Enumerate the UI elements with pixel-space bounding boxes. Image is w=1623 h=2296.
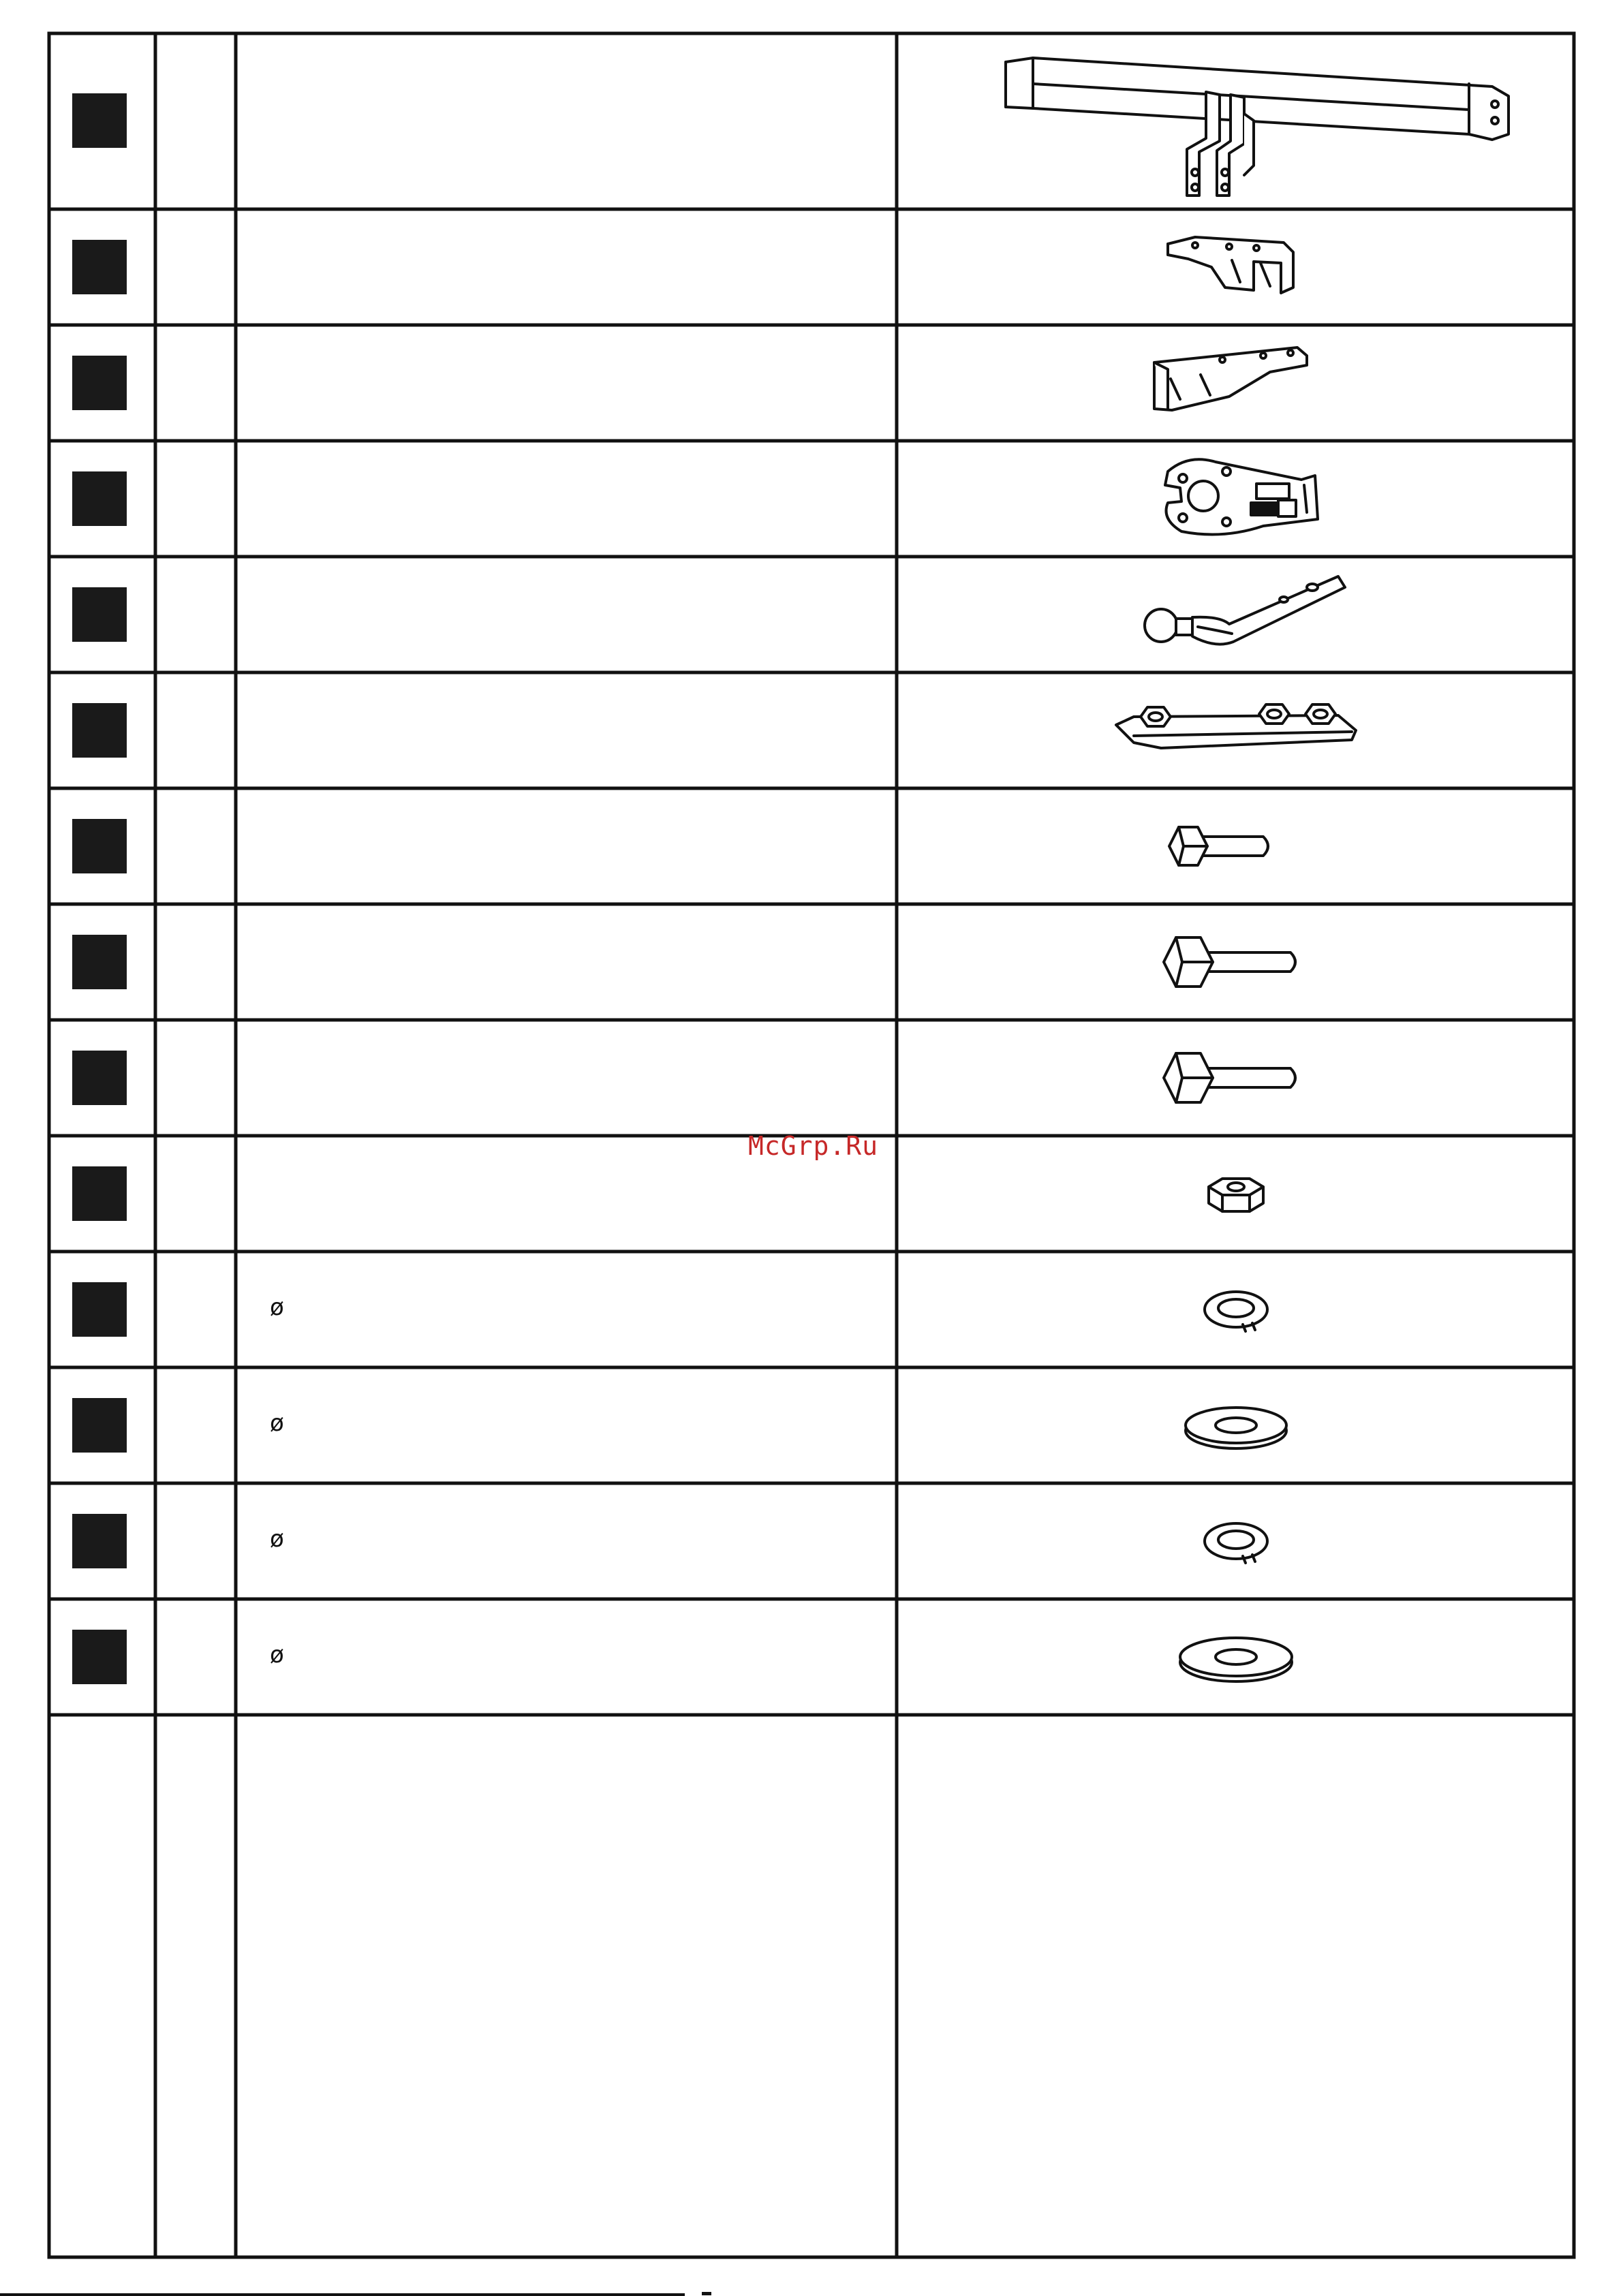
item-number-marker [72, 819, 127, 873]
item-number-marker [72, 935, 127, 989]
watermark: McGrp.Ru [748, 1131, 879, 1161]
hex-bolt-long-drawing [1164, 937, 1295, 987]
flat-washer-drawing [1186, 1408, 1286, 1448]
item-number-marker [72, 240, 127, 294]
crossbar-frame-drawing [1006, 58, 1509, 196]
socket-plate-drawing [1165, 459, 1318, 534]
diameter-symbol: ø [270, 1641, 284, 1669]
right-bracket-drawing [1168, 237, 1293, 293]
item-number-marker [72, 471, 127, 526]
flat-washer-large-drawing [1180, 1638, 1292, 1681]
spring-washer-drawing [1205, 1292, 1267, 1331]
item-number-marker [72, 703, 127, 758]
item-number-marker [72, 1166, 127, 1221]
item-number-marker [72, 356, 127, 410]
left-bracket-drawing [1154, 347, 1307, 410]
footer-rule [0, 2293, 685, 2296]
spring-washer-drawing [1205, 1523, 1267, 1563]
nut-plate-drawing [1116, 704, 1356, 748]
diameter-symbol: ø [270, 1294, 284, 1321]
item-number-marker [72, 93, 127, 148]
item-number-marker [72, 1514, 127, 1568]
hex-bolt-long-drawing [1164, 1053, 1295, 1102]
item-number-marker [72, 1630, 127, 1684]
item-number-marker [72, 1051, 127, 1105]
hex-bolt-short-drawing [1169, 827, 1268, 865]
diameter-symbol: ø [270, 1410, 284, 1437]
tow-ball-neck-drawing [1145, 576, 1345, 645]
diameter-symbol: ø [270, 1525, 284, 1553]
item-number-marker [72, 1282, 127, 1337]
hex-nut-drawing [1209, 1179, 1263, 1211]
footer-mark [702, 2292, 711, 2295]
item-number-marker [72, 587, 127, 642]
item-number-marker [72, 1398, 127, 1453]
